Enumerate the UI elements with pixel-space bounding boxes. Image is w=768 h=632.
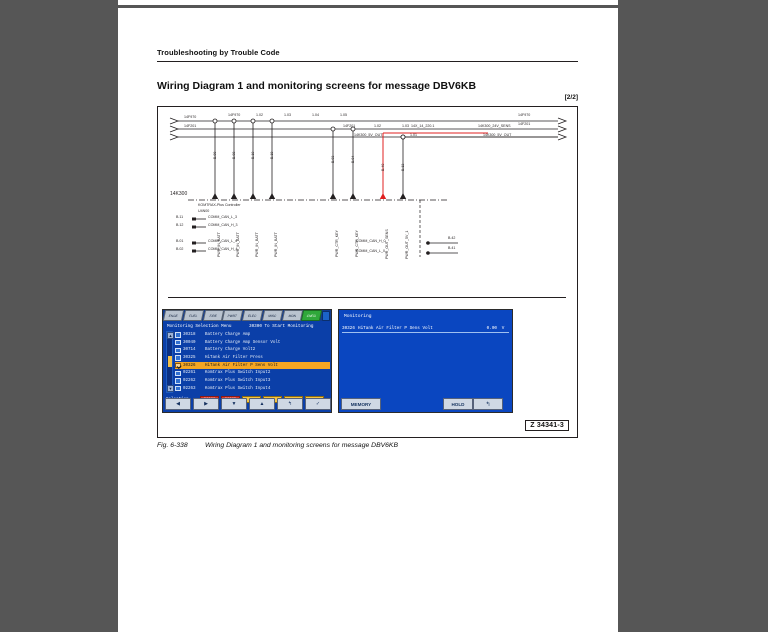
wiring-diagram-svg	[158, 107, 577, 307]
wire-number-right-1: 1.02	[374, 124, 381, 128]
tab-cnfg[interactable]: CNFG	[301, 310, 322, 321]
bus-label-14F970-right: 14F970	[518, 113, 531, 117]
selection-menu-header	[163, 322, 331, 331]
tab-pwrt[interactable]: PWRT	[222, 310, 243, 321]
tab-elec[interactable]: ELEC	[242, 310, 263, 321]
pin-label-B09: B.09	[213, 151, 217, 159]
header-rule	[157, 61, 578, 62]
tab-next-icon[interactable]	[322, 311, 330, 321]
row-label: HiTank Air Filter Press	[205, 355, 263, 360]
pin-label-B10: B.10	[251, 151, 255, 159]
list-item[interactable]	[175, 331, 330, 339]
row-label: HiTank Air Filter P Sens Volt	[205, 363, 278, 368]
fn-key-back-icon[interactable]: ↰	[277, 398, 303, 410]
net-label-24v-sens: 14K300_24V_SENS	[478, 124, 511, 128]
tab-fuel[interactable]: FUEL	[183, 310, 204, 321]
page-count: [2/2]	[564, 94, 578, 101]
row-checkbox[interactable]	[175, 355, 181, 360]
net-label-5v-out-right: 14K300_5V_OUT	[483, 133, 512, 137]
running-header: Troubleshooting by Trouble Code	[157, 48, 280, 57]
signal-pwr-ctr-key-2: PWR_CTR_KEY	[355, 230, 359, 257]
row-checkbox[interactable]	[175, 332, 181, 337]
row-checkbox[interactable]	[175, 386, 181, 391]
pin-B11: B.11	[176, 215, 184, 219]
figure-caption	[157, 442, 577, 449]
fn-key-left-icon[interactable]: ◀	[165, 398, 191, 410]
signal-can-h4: COMM_CAN_H_4	[208, 247, 238, 251]
pin-label-B04: B.04	[351, 155, 355, 163]
row-code: 02262	[183, 378, 196, 383]
row-label: Komtrax Plus Switch Input2	[205, 371, 271, 376]
row-code: 30318	[183, 332, 196, 337]
monitoring-entry-unit: V	[501, 325, 505, 331]
fn-key-right-icon[interactable]: ▶	[193, 398, 219, 410]
fn-key-confirm-icon[interactable]: ✓	[305, 398, 331, 410]
page-title: Wiring Diagram 1 and monitoring screens for message DBV6KB	[157, 80, 477, 92]
tab-misc[interactable]: MISC	[262, 310, 283, 321]
wire-number-1: 1.02	[256, 113, 263, 117]
wire-number-3: 1.04	[312, 113, 319, 117]
row-checkbox[interactable]	[175, 340, 181, 345]
wire-number-2: 1.03	[284, 113, 291, 117]
figure-frame	[157, 106, 578, 438]
tab-enge[interactable]: ENGE	[163, 310, 184, 321]
selection-rows	[175, 331, 330, 393]
controller-id: 14K300	[170, 191, 188, 197]
wire-number-4: 1.05	[340, 113, 347, 117]
row-code: 02261	[183, 371, 196, 376]
document-page	[118, 8, 618, 632]
bus-label-14F970-mid: 14F970	[228, 113, 241, 117]
row-label: Komtrax Plus Switch Input4	[205, 386, 271, 391]
monitoring-selection-screen[interactable]	[162, 309, 332, 413]
monitoring-entry-row	[342, 324, 509, 332]
row-code: 30325	[183, 355, 196, 360]
signal-can-l4: COMM_CAN_L_4	[208, 239, 237, 243]
selection-menu-hint: 30300 To Start Monitoring	[249, 324, 314, 329]
scrollbar[interactable]	[166, 331, 173, 393]
hold-button[interactable]: HOLD	[443, 398, 473, 410]
row-checkbox[interactable]	[175, 348, 181, 353]
list-item[interactable]	[175, 385, 330, 393]
scrollbar-thumb[interactable]	[168, 356, 172, 367]
signal-can-h0: COMM_CAN_H_0	[356, 239, 386, 243]
list-item[interactable]	[175, 369, 330, 377]
selection-list	[166, 331, 330, 393]
pin-label-B19: B.19	[270, 151, 274, 159]
row-checkbox[interactable]	[175, 371, 181, 376]
pin-label-B03: B.03	[331, 155, 335, 163]
scroll-down-icon[interactable]: ▼	[168, 386, 173, 391]
signal-can-l3: COMM_CAN_L_3	[208, 215, 237, 219]
list-item-selected[interactable]	[175, 362, 330, 370]
row-code: 30714	[183, 348, 196, 353]
signal-pwr-ctr-key-1: PWR_CTR_KEY	[335, 230, 339, 257]
bus-label-14F201-mid: 14F201	[343, 124, 356, 128]
monitoring-row-separator	[342, 332, 509, 333]
signal-pwr-in-batt-4: PWR_IN_BATT	[274, 232, 278, 257]
signal-pwr-out-sens: PWR_OUT_SENS	[385, 229, 389, 259]
pin-label-B13: B.13	[401, 163, 405, 171]
monitoring-entry-value: 0.00	[486, 325, 497, 331]
figure-number: Fig. 6-338	[157, 442, 188, 449]
function-key-bar	[165, 398, 331, 410]
tab-fire[interactable]: FIRE	[202, 310, 223, 321]
controller-part: U4N00	[198, 209, 210, 213]
fn-key-down-icon[interactable]: ▼	[221, 398, 247, 410]
memory-button[interactable]: MEMORY	[341, 398, 381, 410]
bus-label-14F970-left: 14F970	[184, 115, 197, 119]
row-checkbox-checked[interactable]	[175, 363, 181, 368]
row-code: 30040	[183, 340, 196, 345]
pin-B41: B.41	[448, 246, 456, 250]
wire-number-right-2: 1.03	[402, 124, 409, 128]
list-item[interactable]	[175, 354, 330, 362]
page-top-sliver	[118, 0, 618, 5]
bus-label-14F201-left: 14F201	[184, 124, 197, 128]
wiring-diagram	[158, 107, 577, 307]
pin-label-B08: B.08	[232, 151, 236, 159]
signal-can-l0: COMM_CAN_L_0	[356, 249, 385, 253]
scroll-up-icon[interactable]: ▲	[168, 333, 173, 338]
list-item[interactable]	[175, 346, 330, 354]
pin-B02: B.02	[176, 247, 184, 251]
net-label-5v-out-left: 14K300_5V_OUT	[354, 133, 383, 137]
net-label-14X-14-220: 14X_14_220.1	[411, 124, 435, 128]
pin-B42: B.42	[448, 236, 456, 240]
pin-B12: B.12	[176, 223, 184, 227]
controller-name: KOMTRAX-Plus Controller	[198, 203, 241, 207]
row-label: Battery Charge Amp Sensor Volt	[205, 340, 281, 345]
signal-pwr-in-batt-2: PWR_IN_BATT	[236, 232, 240, 257]
list-item[interactable]	[175, 377, 330, 385]
monitoring-entry-name: HiTank Air Filter P Sens Volt	[358, 325, 433, 331]
row-code: 30326	[183, 363, 196, 368]
row-label: Komtrax Plus Switch Input3	[205, 378, 271, 383]
signal-pwr-in-batt-1: PWR_IN_BATT	[217, 232, 221, 257]
back-button-icon[interactable]: ↰	[473, 398, 503, 410]
figure-caption-text: Wiring Diagram 1 and monitoring screens for message DBV6KB	[205, 442, 398, 449]
tab-bar	[163, 310, 331, 321]
signal-pwr-in-batt-3: PWR_IN_BATT	[255, 232, 259, 257]
figure-divider	[168, 297, 566, 298]
signal-pwr-out-5v: PWR_OUT_5V_1	[405, 230, 409, 259]
monitoring-screen[interactable]	[338, 309, 513, 413]
pin-B01: B.01	[176, 239, 184, 243]
monitoring-entry-code: 30326	[342, 325, 355, 331]
wire-number-right-3: 1.01	[410, 133, 417, 137]
monitoring-title: Monitoring	[344, 314, 372, 319]
bus-label-14F201-right: 14F201	[518, 122, 531, 126]
tab-mon[interactable]: MON	[281, 310, 302, 321]
monitor-screens	[158, 305, 577, 425]
fn-key-up-icon[interactable]: ▲	[249, 398, 275, 410]
selection-menu-title: Monitoring Selection Menu	[167, 324, 232, 329]
list-item[interactable]	[175, 339, 330, 347]
row-label: Battery Charge Volt2	[205, 348, 256, 353]
pin-label-B40: B.40	[381, 163, 385, 171]
row-checkbox[interactable]	[175, 378, 181, 383]
drawing-number: Z 34341-3	[525, 420, 569, 431]
row-label: Battery Charge Amp	[205, 332, 251, 337]
signal-can-h3: COMM_CAN_H_3	[208, 223, 238, 227]
row-code: 02263	[183, 386, 196, 391]
